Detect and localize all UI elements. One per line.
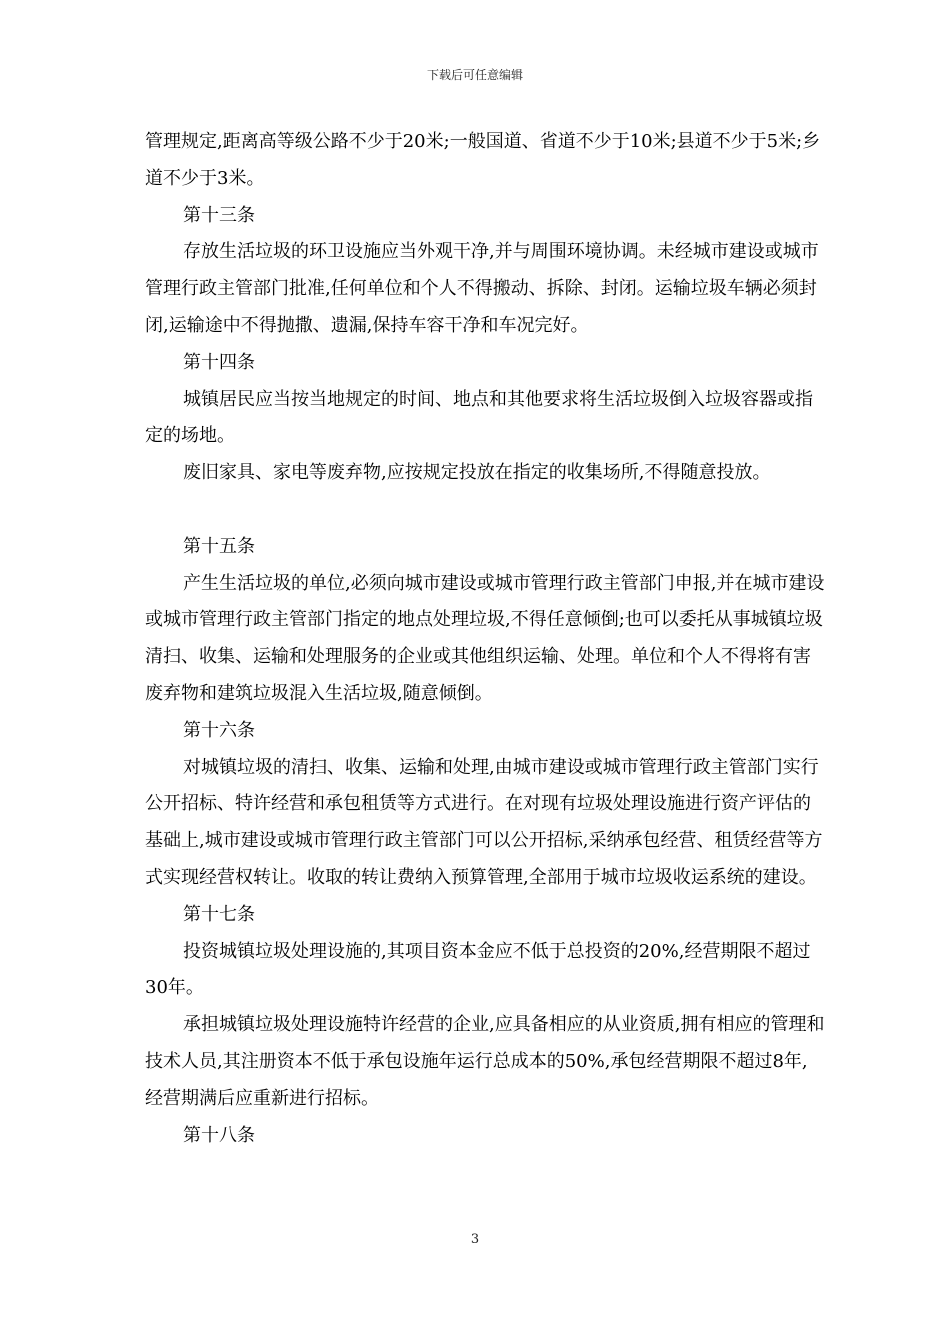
paragraph: 废旧家具、家电等废弃物,应按规定投放在指定的收集场所,不得随意投放。 — [183, 462, 771, 484]
document-body — [145, 124, 825, 1154]
page-header: 下载后可任意编辑 — [426, 68, 523, 82]
paragraph: 投资城镇垃圾处理设施的,其项目资本金应不低于总投资的20%,经营期限不超过30年。 — [145, 940, 811, 999]
paragraph: 承担城镇垃圾处理设施特许经营的企业,应具备相应的从业资质,拥有相应的管理和技术人员,其注册资本不低于承包设施年运行总成本的50%,承包经营期限不超过8年,经营期满后应重新进行招标。 — [145, 1014, 825, 1109]
article-heading: 第十六条 — [183, 719, 255, 741]
paragraph-continuation: 管理规定,距离高等级公路不少于20米;一般国道、省道不少于10米;县道不少于5米;乡道不少于3米。 — [145, 131, 821, 189]
article-heading: 第十三条 — [183, 204, 255, 226]
article-heading: 第十五条 — [183, 535, 255, 557]
paragraph: 产生生活垃圾的单位,必须向城市建设或城市管理行政主管部门申报,并在城市建设或城市管理行政主管部门指定的地点处理垃圾,不得任意倾倒;也可以委托从事城镇垃圾清扫、收集、运输和处理服务的企业或其他组织运输、处理。单位和个人不得将有害废弃物和建筑垃圾混入生活垃圾,随意倾倒。 — [145, 572, 825, 704]
paragraph: 存放生活垃圾的环卫设施应当外观干净,并与周围环境协调。未经城市建设或城市管理行政主管部门批准,任何单位和个人不得搬动、拆除、封闭。运输垃圾车辆必须封闭,运输途中不得抛撒、遗漏,保持车容干净和车况完好。 — [145, 241, 819, 336]
blank-line — [145, 492, 825, 529]
paragraph: 城镇居民应当按当地规定的时间、地点和其他要求将生活垃圾倒入垃圾容器或指定的场地。 — [145, 388, 813, 447]
page-number: 3 — [470, 1232, 480, 1247]
article-heading: 第十七条 — [183, 903, 255, 925]
article-heading: 第十四条 — [183, 351, 255, 373]
article-heading: 第十八条 — [183, 1124, 255, 1146]
paragraph: 对城镇垃圾的清扫、收集、运输和处理,由城市建设或城市管理行政主管部门实行公开招标、特许经营和承包租赁等方式进行。在对现有垃圾处理设施进行资产评估的基础上,城市建设或城市管理行政主管部门可以公开招标,采纳承包经营、租赁经营等方式实现经营权转让。收取的转让费纳入预算管理,全部用于城市垃圾收运系统的建设。 — [145, 756, 823, 888]
